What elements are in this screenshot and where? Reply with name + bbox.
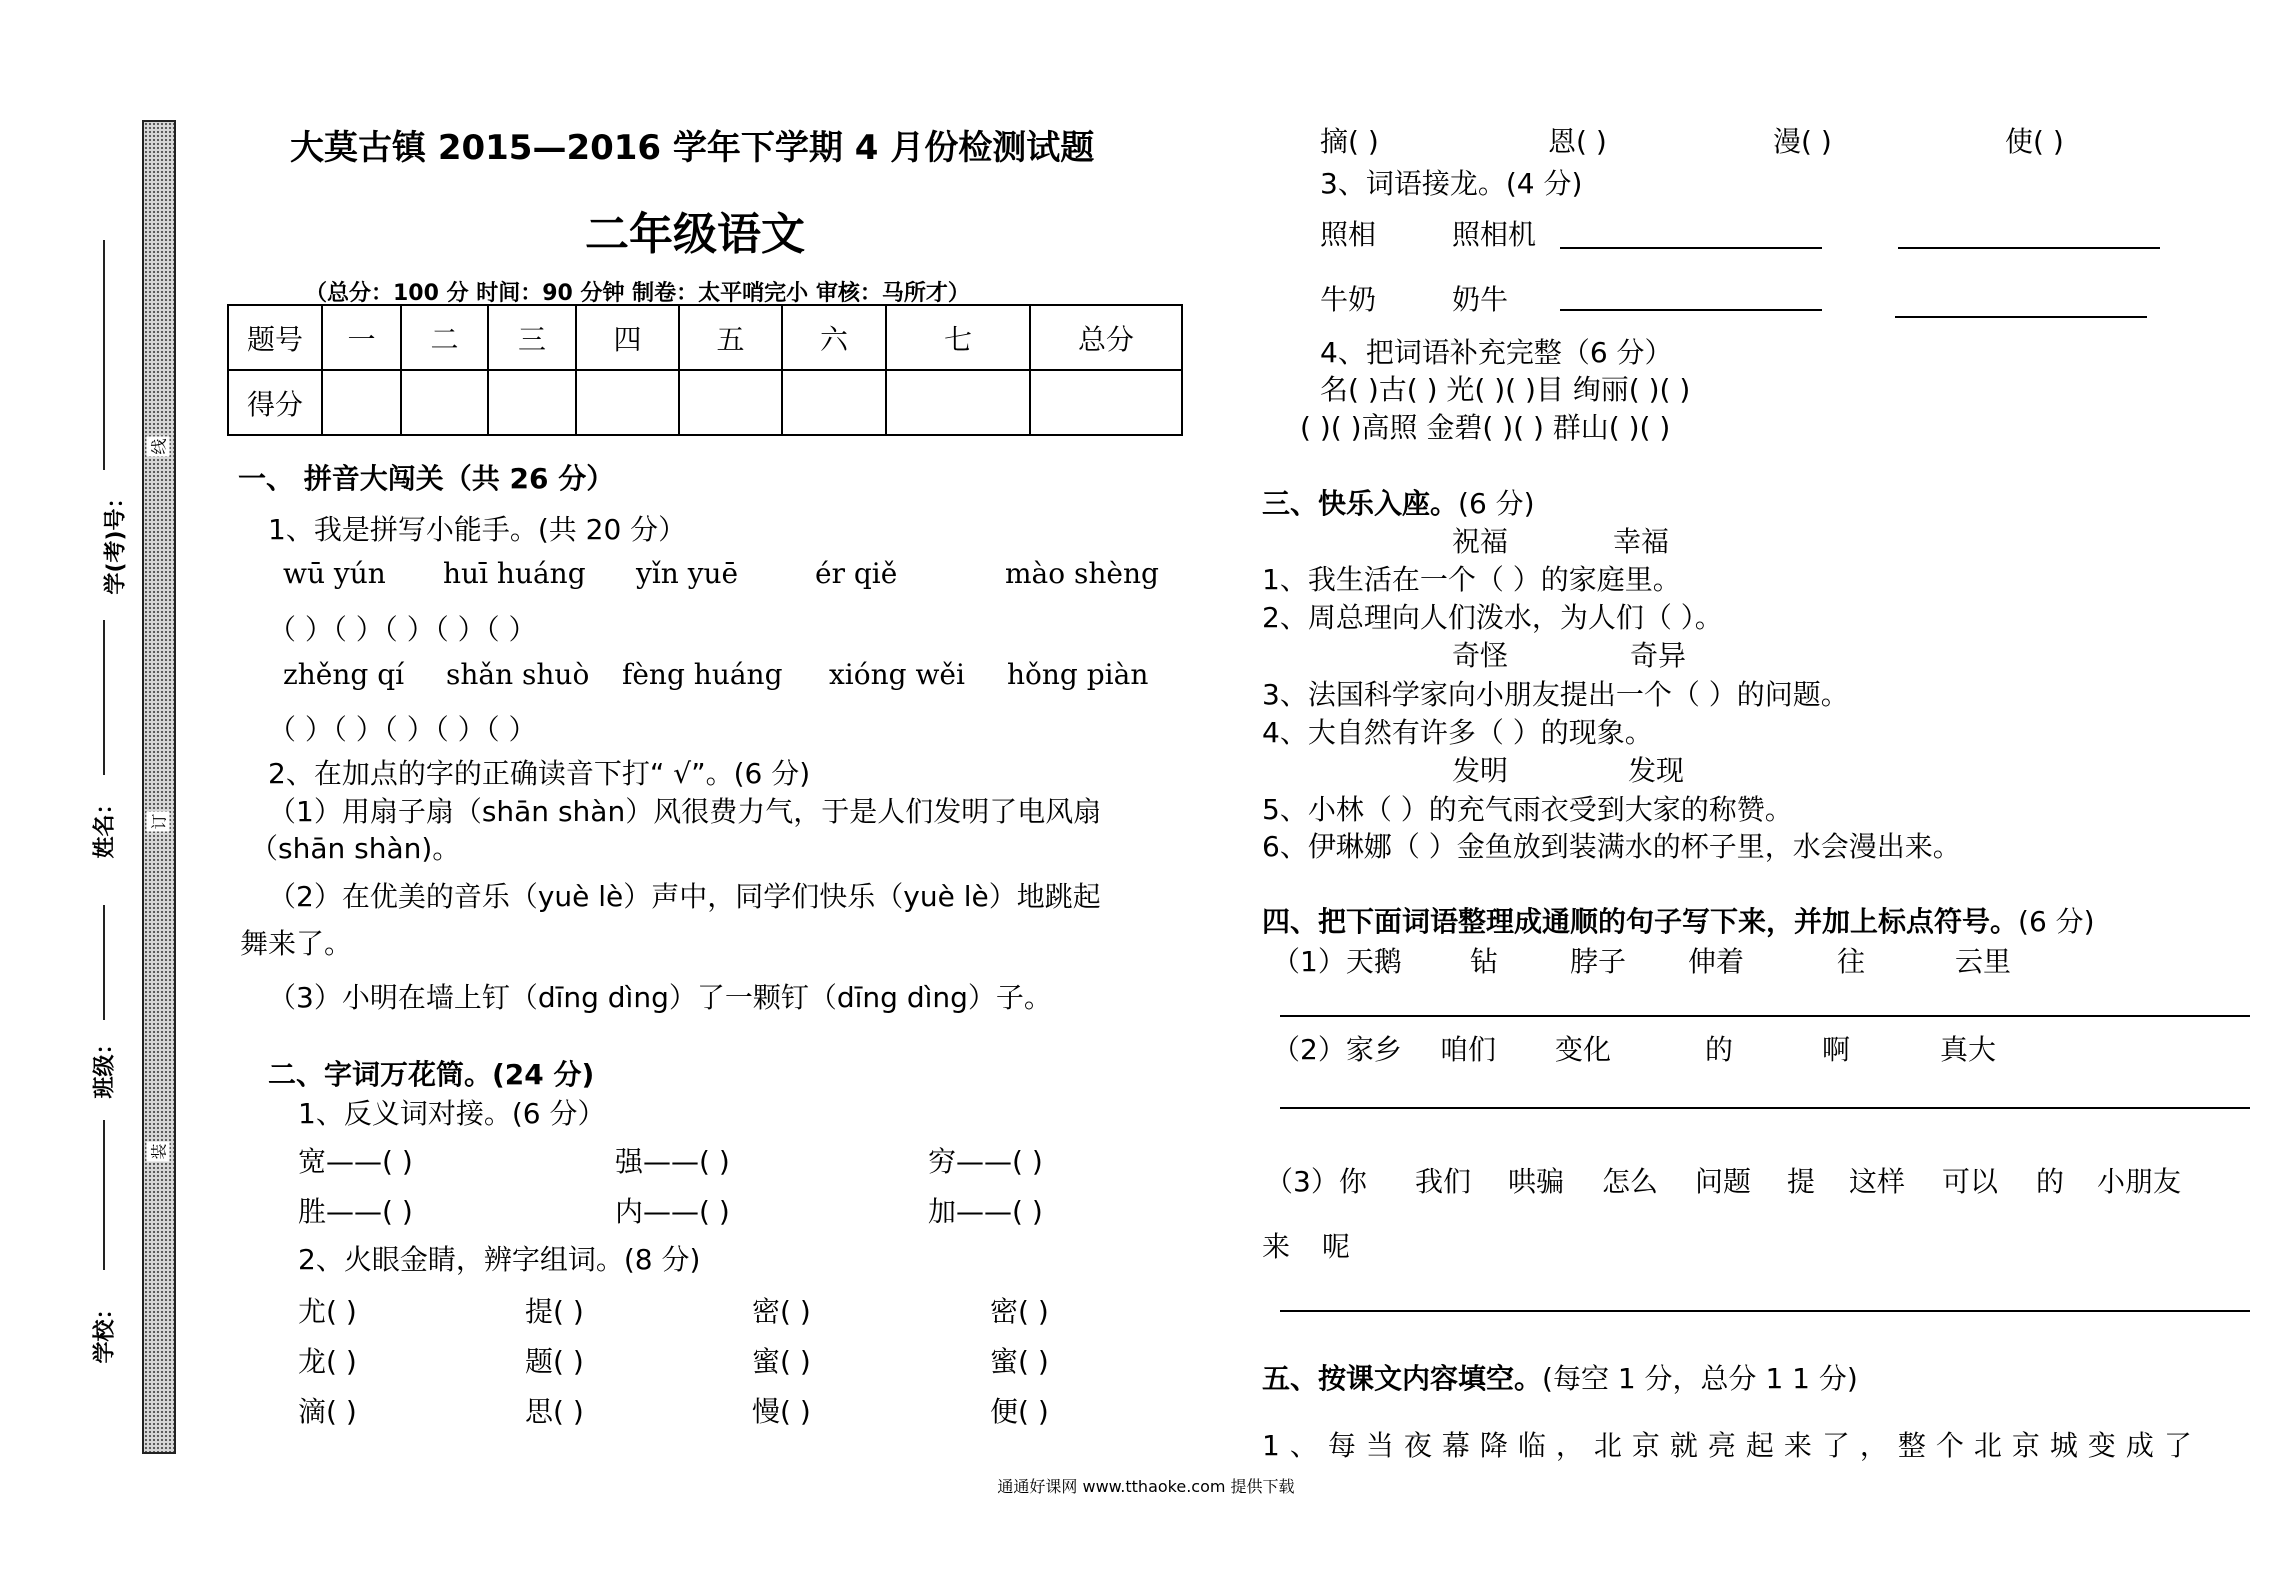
score-cell[interactable] bbox=[488, 370, 576, 435]
char-item[interactable]: 思( ) bbox=[525, 1395, 584, 1428]
school-label: 学校： bbox=[92, 1297, 118, 1364]
answer-line[interactable] bbox=[1560, 309, 1822, 311]
s4-word: 脖子 bbox=[1570, 945, 1627, 978]
s4-word: 钻 bbox=[1470, 945, 1499, 978]
s1-q1: 1、我是拼写小能手。(共 20 分） bbox=[268, 513, 687, 546]
s4-word: 往 bbox=[1837, 945, 1866, 978]
pinyin-item: huī huáng bbox=[443, 557, 586, 590]
choice-word: 祝福 bbox=[1452, 525, 1509, 558]
s5-item: 1、每当夜幕降临，北京就亮起来了，整个北京城变成了 bbox=[1262, 1429, 2202, 1462]
s4-word: 啊 bbox=[1822, 1033, 1851, 1066]
answer-line[interactable] bbox=[1280, 1107, 2250, 1109]
antonym-item[interactable]: 宽——( ) bbox=[298, 1145, 413, 1178]
choice-word: 发明 bbox=[1452, 754, 1509, 787]
binding-char-mount: 装 bbox=[147, 1142, 170, 1162]
answer-parens-row[interactable]: （ ）（ ）（ ）（ ）（ ） bbox=[268, 613, 537, 646]
char-item[interactable]: 密( ) bbox=[752, 1295, 811, 1328]
antonym-item[interactable]: 内——( ) bbox=[615, 1195, 730, 1228]
answer-line[interactable] bbox=[1280, 1015, 2250, 1017]
score-cell[interactable] bbox=[886, 370, 1030, 435]
score-table-score-row bbox=[228, 370, 1182, 435]
pinyin-item: yǐn yuē bbox=[636, 557, 739, 590]
pinyin-item: mào shèng bbox=[1005, 557, 1159, 590]
table-cell: 二 bbox=[401, 305, 488, 370]
s3-item[interactable]: 2、周总理向人们泼水，为人们（ ）。 bbox=[1262, 601, 1723, 634]
pinyin-item: ér qiě bbox=[815, 557, 898, 590]
id-label: 学(考)号： bbox=[103, 486, 129, 595]
pinyin-item: xióng wěi bbox=[829, 658, 965, 691]
pinyin-item: shǎn shuò bbox=[446, 658, 590, 691]
char-item[interactable]: 恩( ) bbox=[1548, 125, 1607, 158]
char-item[interactable]: 使( ) bbox=[2005, 125, 2064, 158]
s2-q3: 3、词语接龙。(4 分) bbox=[1320, 167, 1583, 200]
s2-q4: 4、把词语补充完整（6 分） bbox=[1320, 336, 1673, 369]
fill-row[interactable]: ( )( )高照 金碧( )( ) 群山( )( ) bbox=[1300, 411, 1671, 444]
antonym-item[interactable]: 穷——( ) bbox=[928, 1145, 1043, 1178]
char-item[interactable]: 摘( ) bbox=[1320, 125, 1379, 158]
char-item[interactable]: 慢( ) bbox=[752, 1395, 811, 1428]
char-item[interactable]: 题( ) bbox=[525, 1345, 584, 1378]
char-item[interactable]: 漫( ) bbox=[1773, 125, 1832, 158]
table-cell: 五 bbox=[679, 305, 782, 370]
s4-word: 可以 bbox=[1942, 1165, 1999, 1198]
answer-line[interactable] bbox=[1560, 247, 1822, 249]
score-cell[interactable] bbox=[782, 370, 886, 435]
table-cell: 总分 bbox=[1030, 305, 1182, 370]
table-cell: 一 bbox=[322, 305, 401, 370]
s4-word: 咱们 bbox=[1440, 1033, 1497, 1066]
section-5-heading: 五、按课文内容填空。 bbox=[1262, 1362, 1543, 1395]
s3-item[interactable]: 5、小林（ ）的充气雨衣受到大家的称赞。 bbox=[1262, 793, 1793, 826]
section-4-title bbox=[1262, 900, 2095, 940]
char-item[interactable]: 密( ) bbox=[990, 1295, 1049, 1328]
char-item[interactable]: 滴( ) bbox=[298, 1395, 357, 1428]
table-cell: 六 bbox=[782, 305, 886, 370]
s4-word: 真大 bbox=[1940, 1033, 1997, 1066]
exam-subtitle: 二年级语文 bbox=[585, 209, 805, 260]
score-table bbox=[227, 304, 1183, 436]
char-item[interactable]: 便( ) bbox=[990, 1395, 1049, 1428]
s1-q2-item2-cont: 舞来了。 bbox=[240, 927, 353, 960]
score-cell[interactable] bbox=[401, 370, 488, 435]
school-line bbox=[103, 1120, 105, 1270]
s2-q1: 1、反义词对接。(6 分） bbox=[298, 1097, 606, 1130]
char-item[interactable]: 蜜( ) bbox=[752, 1345, 811, 1378]
antonym-item[interactable]: 加——( ) bbox=[928, 1195, 1043, 1228]
choice-word: 奇异 bbox=[1630, 639, 1687, 672]
s3-item[interactable]: 3、法国科学家向小朋友提出一个（ ）的问题。 bbox=[1262, 678, 1849, 711]
s1-q2-item1: （1）用扇子扇（shān shàn）风很费力气，于是人们发明了电风扇 bbox=[268, 795, 1102, 828]
name-label: 姓名： bbox=[92, 792, 118, 859]
score-table-header-row bbox=[228, 305, 1182, 370]
s4-word: 变化 bbox=[1555, 1033, 1612, 1066]
name-line bbox=[103, 620, 105, 775]
s4-word: （1）天鹅 bbox=[1272, 945, 1402, 978]
chain-word: 照相机 bbox=[1452, 218, 1537, 251]
s4-word: 伸着 bbox=[1688, 945, 1745, 978]
answer-parens-row[interactable]: （ ）（ ）（ ）（ ）（ ） bbox=[268, 713, 537, 746]
section-4-points: (6 分) bbox=[2018, 905, 2095, 938]
score-cell[interactable] bbox=[576, 370, 679, 435]
table-cell: 三 bbox=[488, 305, 576, 370]
binding-char-order: 订 bbox=[147, 812, 170, 832]
binding-strip bbox=[142, 120, 176, 1454]
pinyin-item: hǒng piàn bbox=[1007, 658, 1149, 691]
class-label: 班级： bbox=[92, 1032, 118, 1099]
s4-word: 呢 bbox=[1322, 1230, 1351, 1263]
char-item[interactable]: 蜜( ) bbox=[990, 1345, 1049, 1378]
score-cell[interactable] bbox=[679, 370, 782, 435]
s4-word: （2）家乡 bbox=[1272, 1033, 1402, 1066]
s1-q2-item3: （3）小明在墙上钉（dīng dìng）了一颗钉（dīng dìng）子。 bbox=[268, 981, 1052, 1014]
section-5-points: (每空 1 分，总分 1 1 分) bbox=[1542, 1362, 1858, 1395]
s1-q2: 2、在加点的字的正确读音下打“ √”。(6 分) bbox=[268, 757, 811, 790]
antonym-item[interactable]: 胜——( ) bbox=[298, 1195, 413, 1228]
choice-word: 幸福 bbox=[1613, 525, 1670, 558]
score-cell[interactable] bbox=[322, 370, 401, 435]
s4-word: 的 bbox=[2036, 1165, 2065, 1198]
pinyin-item: fèng huáng bbox=[622, 658, 783, 691]
answer-line[interactable] bbox=[1280, 1310, 2250, 1312]
class-line bbox=[103, 905, 105, 1020]
answer-line[interactable] bbox=[1895, 316, 2147, 318]
table-cell: 四 bbox=[576, 305, 679, 370]
s4-word: 问题 bbox=[1695, 1165, 1752, 1198]
s1-q2-item2: （2）在优美的音乐（yuè lè）声中，同学们快乐（yuè lè）地跳起 bbox=[268, 880, 1101, 913]
chain-word: 牛奶 bbox=[1320, 283, 1377, 316]
antonym-item[interactable]: 强——( ) bbox=[615, 1145, 730, 1178]
score-cell[interactable] bbox=[1030, 370, 1182, 435]
s2-q2: 2、火眼金睛，辨字组词。(8 分) bbox=[298, 1243, 701, 1276]
section-4-heading: 四、把下面词语整理成通顺的句子写下来，并加上标点符号。 bbox=[1262, 905, 2019, 938]
table-cell: 七 bbox=[886, 305, 1030, 370]
pinyin-item: zhěng qí bbox=[283, 658, 405, 691]
s4-word: 的 bbox=[1705, 1033, 1734, 1066]
answer-line[interactable] bbox=[1898, 247, 2160, 249]
section-5-title bbox=[1262, 1357, 1858, 1397]
char-item[interactable]: 提( ) bbox=[525, 1295, 584, 1328]
table-cell: 得分 bbox=[228, 370, 322, 435]
chain-word: 照相 bbox=[1320, 218, 1377, 251]
exam-meta: （总分：100 分 时间：90 分钟 制卷：太平哨完小 审核：马所才） bbox=[305, 281, 970, 306]
s4-word: 来 bbox=[1262, 1230, 1291, 1263]
s4-word: 小朋友 bbox=[2097, 1165, 2182, 1198]
page-footer: 通通好课网 www.tthaoke.com 提供下载 bbox=[997, 1477, 1295, 1496]
table-cell: 题号 bbox=[228, 305, 322, 370]
pinyin-item: wū yún bbox=[283, 557, 386, 590]
section-1-title: 一、 拼音大闯关（共 26 分） bbox=[238, 462, 615, 495]
section-3-heading: 三、快乐入座。 bbox=[1262, 487, 1459, 520]
s3-item[interactable]: 1、我生活在一个（ ）的家庭里。 bbox=[1262, 563, 1681, 596]
fill-row[interactable]: 名( )古( ) 光( )( )目 绚丽( )( ) bbox=[1320, 373, 1691, 406]
choice-word: 发现 bbox=[1628, 754, 1685, 787]
id-line bbox=[103, 240, 105, 470]
section-3-points: (6 分) bbox=[1458, 487, 1535, 520]
char-item[interactable]: 龙( ) bbox=[298, 1345, 357, 1378]
section-2-title: 二、字词万花筒。(24 分) bbox=[268, 1058, 595, 1091]
chain-word: 奶牛 bbox=[1452, 283, 1509, 316]
s3-item[interactable]: 6、伊琳娜（ ）金鱼放到装满水的杯子里，水会漫出来。 bbox=[1262, 830, 1961, 863]
s4-word: 提 bbox=[1787, 1165, 1816, 1198]
binding-char-line: 线 bbox=[147, 437, 170, 457]
exam-title: 大莫古镇 2015—2016 学年下学期 4 月份检测试题 bbox=[290, 128, 1095, 168]
s4-word: 云里 bbox=[1955, 945, 2012, 978]
s1-q2-item1-cont: （shān shàn)。 bbox=[250, 832, 461, 865]
section-3-title bbox=[1262, 482, 1535, 522]
choice-word: 奇怪 bbox=[1452, 639, 1509, 672]
s4-word: （3）你 bbox=[1265, 1165, 1367, 1198]
s3-item[interactable]: 4、大自然有许多（ ）的现象。 bbox=[1262, 716, 1653, 749]
s4-word: 哄骗 bbox=[1508, 1165, 1565, 1198]
s4-word: 怎么 bbox=[1602, 1165, 1659, 1198]
s4-word: 这样 bbox=[1849, 1165, 1906, 1198]
char-item[interactable]: 尤( ) bbox=[298, 1295, 357, 1328]
s4-word: 我们 bbox=[1415, 1165, 1472, 1198]
